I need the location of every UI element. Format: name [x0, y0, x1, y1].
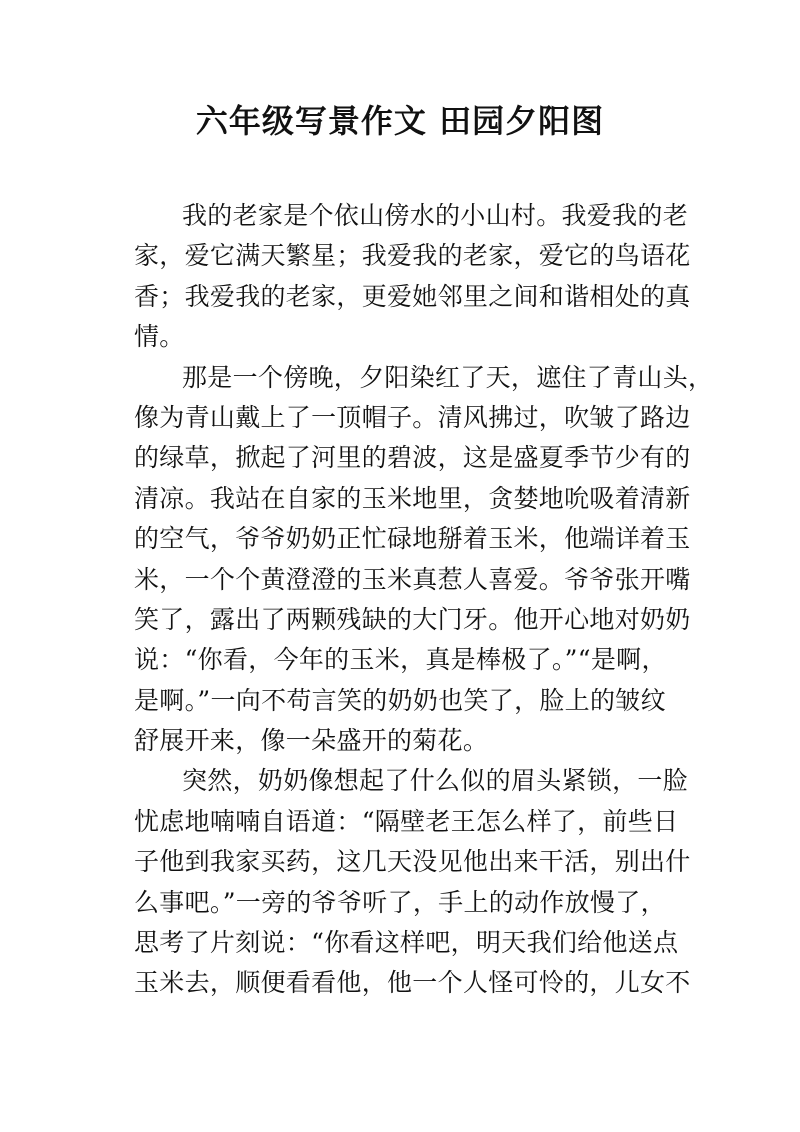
text-line: 像为青山戴上了一顶帽子。清风拂过，吹皱了路边	[134, 402, 691, 432]
text-line: 香；我爱我的老家，更爱她邻里之间和谐相处的真	[134, 281, 691, 311]
text-line: 突然，奶奶像想起了什么似的眉头紧锁，一脸	[182, 766, 689, 796]
text-line: 说：“你看，今年的玉米，真是棒极了。”“是啊，	[134, 645, 667, 675]
text-line: 情。	[134, 322, 185, 352]
text-line: 忧虑地喃喃自语道：“隔壁老王怎么样了，前些日	[134, 806, 679, 836]
text-line: 是啊。”一向不苟言笑的奶奶也笑了，脸上的皱纹	[134, 685, 666, 715]
text-line: 清凉。我站在自家的玉米地里，贪婪地吮吸着清新	[134, 483, 691, 513]
text-line: 米，一个个黄澄澄的玉米真惹人喜爱。爷爷张开嘴	[134, 564, 691, 594]
text-line: 子他到我家买药，这几天没见他出来干活，别出什	[134, 847, 691, 877]
document-body	[134, 196, 714, 1004]
text-line: 那是一个傍晚，夕阳染红了天，遮住了青山头，	[182, 362, 714, 392]
text-line: 舒展开来，像一朵盛开的菊花。	[134, 726, 489, 756]
text-line: 思考了片刻说：“你看这样吧，明天我们给他送点	[134, 928, 679, 958]
text-line: 的绿草，掀起了河里的碧波，这是盛夏季节少有的	[134, 443, 691, 473]
document-title: 六年级写景作文 田园夕阳图	[195, 102, 605, 140]
text-line: 么事吧。”一旁的爷爷听了，手上的动作放慢了，	[134, 887, 666, 917]
text-line: 我的老家是个依山傍水的小山村。我爱我的老	[182, 201, 689, 230]
text-line: 家，爱它满天繁星；我爱我的老家，爱它的鸟语花	[134, 241, 691, 271]
text-line: 玉米去，顺便看看他，他一个人怪可怜的，儿女不	[134, 968, 691, 998]
text-line: 的空气，爷爷奶奶正忙碌地掰着玉米，他端详着玉	[134, 524, 691, 554]
text-line: 笑了，露出了两颗残缺的大门牙。他开心地对奶奶	[134, 604, 691, 634]
